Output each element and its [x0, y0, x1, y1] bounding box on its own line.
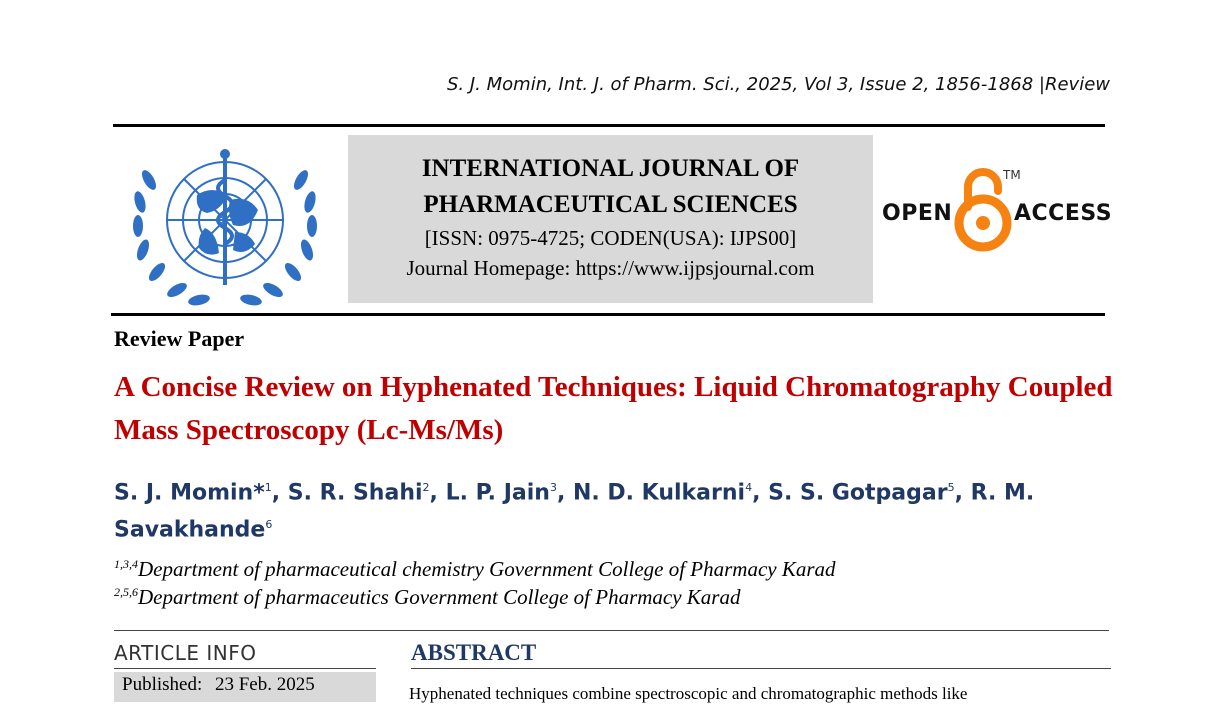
author-affiliation-mark: 4	[745, 481, 753, 494]
journal-homepage[interactable]: Journal Homepage: https://www.ijpsjournal.com	[406, 256, 815, 280]
journal-title-line-2: PHARMACEUTICAL SCIENCES	[423, 191, 798, 218]
author-name[interactable]: S. S. Gotpagar	[768, 480, 948, 506]
masthead-bottom-rule	[111, 313, 1105, 316]
un-seal-logo	[127, 140, 323, 306]
author-name[interactable]: L. P. Jain	[445, 480, 550, 506]
affiliation-mark: 2,5,6	[114, 585, 138, 599]
published-date: 23 Feb. 2025	[214, 674, 315, 695]
top-rule	[113, 124, 1105, 127]
author-list: S. J. Momin*$^1$, S. R. Shahi$^2$, L. P. Jain$^3$, N. D. Kulkarni$^4$, S. S. Gotpagar$^5$, R. M. Savakhande$^6$	[114, 480, 1035, 543]
affiliation-text: Department of pharmaceutical chemistry Government College of Pharmacy Karad	[138, 557, 836, 581]
article-info-rule	[114, 668, 376, 669]
paper-type: Review Paper	[114, 326, 245, 351]
journal-title-line-1: INTERNATIONAL JOURNAL OF	[421, 155, 800, 182]
author-name[interactable]: S. J. Momin*	[114, 480, 265, 506]
article-info-heading: ARTICLE INFO	[114, 641, 257, 665]
article-title: A Concise Review on Hyphenated Techniques: Liquid Chromatography Coupled Mass Spectroscopy (Lc-Ms/Ms)	[114, 371, 1113, 446]
author-name[interactable]: R. M. Savakhande	[114, 480, 1035, 543]
journal-issn: [ISSN: 0975-4725; CODEN(USA): IJPS00]	[424, 226, 797, 250]
author-name[interactable]: S. R. Shahi	[287, 480, 423, 506]
citation-line: S. J. Momin, Int. J. of Pharm. Sci., 2025, Vol 3, Issue 2, 1856-1868 |Review	[447, 74, 1110, 95]
open-access-access-text: ACCESS	[1014, 201, 1113, 226]
abstract-rule	[411, 668, 1111, 669]
abstract-text: Hyphenated techniques combine spectroscopic and chromatographic methods like	[409, 684, 968, 703]
journal-masthead	[348, 135, 873, 303]
author-affiliation-mark: 6	[265, 518, 273, 532]
author-affiliation-mark: 5	[947, 481, 955, 494]
author-name[interactable]: N. D. Kulkarni	[572, 480, 746, 506]
affiliation-line	[114, 557, 836, 582]
author-affiliation-mark: 3	[549, 481, 557, 494]
author-affiliation-mark: 1	[264, 481, 272, 494]
affiliation-text: Department of pharmaceutics Government College of Pharmacy Karad	[138, 585, 741, 609]
affiliation-mark: 1,3,4	[114, 557, 138, 571]
abstract-heading: ABSTRACT	[411, 640, 537, 665]
section-divider	[114, 630, 1109, 631]
journal-title	[348, 151, 873, 223]
trademark-mark: TM	[1003, 168, 1021, 182]
published-date-box	[114, 672, 376, 702]
open-access-logo	[880, 165, 1113, 255]
published-label: Published:	[122, 674, 203, 695]
author-affiliation-mark: 2	[422, 481, 430, 494]
open-access-open-text: OPEN	[882, 201, 953, 226]
affiliation-line	[114, 585, 740, 610]
